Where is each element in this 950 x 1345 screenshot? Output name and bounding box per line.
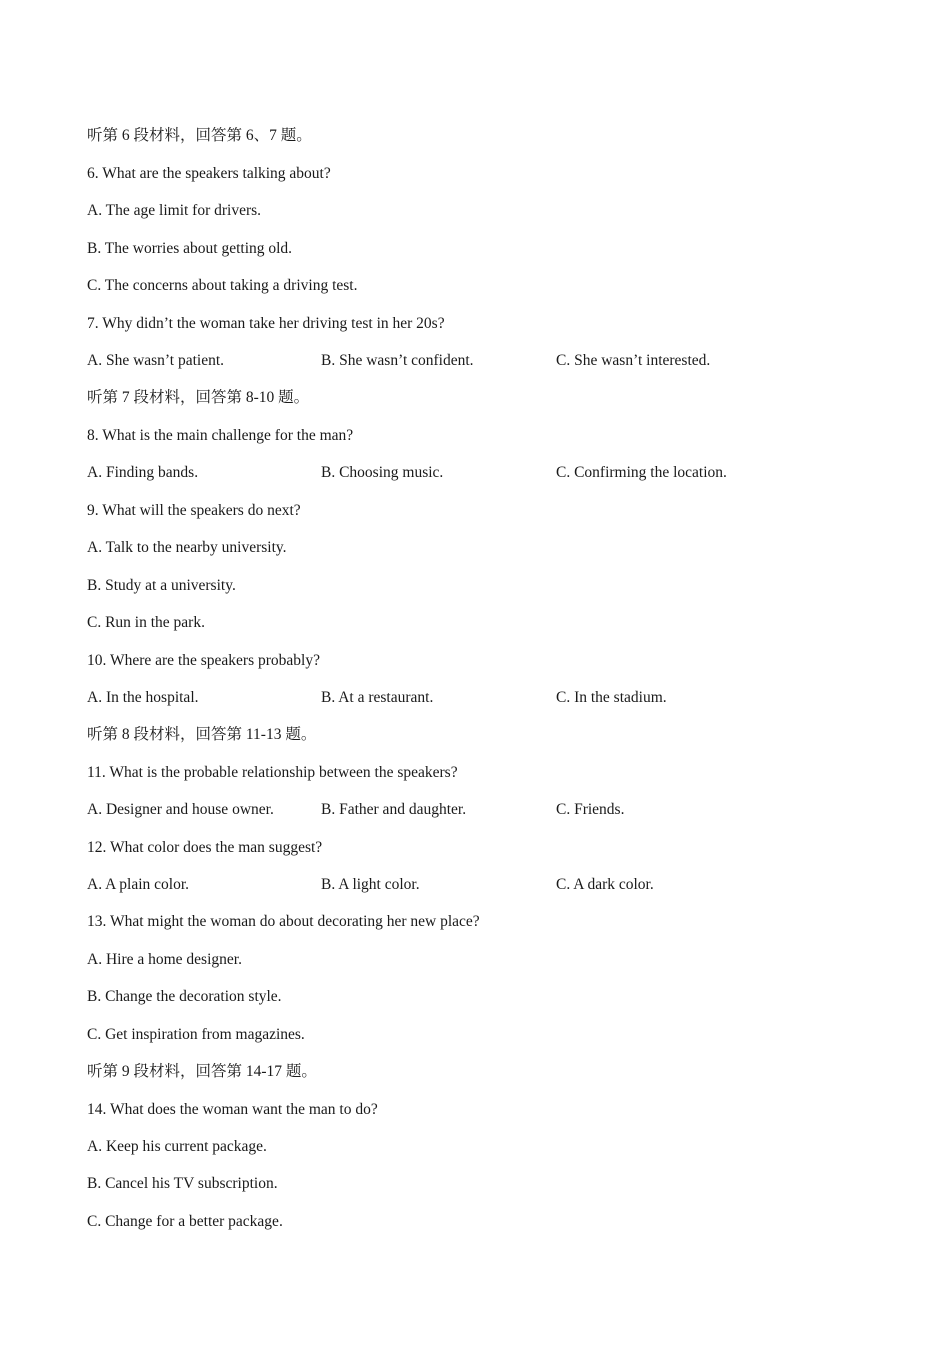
question-14: 14. What does the woman want the man to do? — [87, 1101, 378, 1118]
options-row-7 — [87, 351, 867, 371]
option-6c: C. The concerns about taking a driving test. — [87, 277, 358, 294]
option-9b: B. Study at a university. — [87, 577, 236, 594]
option-8a: A. Finding bands. — [87, 464, 199, 481]
question-12: 12. What color does the man suggest? — [87, 839, 323, 856]
question-6: 6. What are the speakers talking about? — [87, 165, 331, 182]
option-12b: B. A light color. — [321, 876, 420, 893]
option-13b: B. Change the decoration style. — [87, 988, 282, 1005]
section-heading-8: 听第 8 段材料，回答第 11-13 题。 — [87, 726, 317, 743]
option-7a: A. She wasn’t patient. — [87, 352, 225, 369]
option-8b: B. Choosing music. — [321, 464, 444, 481]
question-9: 9. What will the speakers do next? — [87, 502, 301, 519]
option-11b: B. Father and daughter. — [321, 801, 467, 818]
option-9a: A. Talk to the nearby university. — [87, 539, 287, 556]
option-10c: C. In the stadium. — [556, 689, 667, 706]
section-heading-9: 听第 9 段材料，回答第 14-17 题。 — [87, 1063, 317, 1080]
question-8: 8. What is the main challenge for the man? — [87, 427, 354, 444]
option-13a: A. Hire a home designer. — [87, 951, 242, 968]
section-heading-7: 听第 7 段材料，回答第 8-10 题。 — [87, 389, 310, 406]
question-10: 10. Where are the speakers probably? — [87, 652, 320, 669]
option-13c: C. Get inspiration from magazines. — [87, 1026, 305, 1043]
option-14c: C. Change for a better package. — [87, 1213, 283, 1230]
option-6a: A. The age limit for drivers. — [87, 202, 262, 219]
options-row-8 — [87, 463, 867, 483]
option-6b: B. The worries about getting old. — [87, 240, 293, 257]
options-row-11 — [87, 800, 867, 820]
question-11: 11. What is the probable relationship between the speakers? — [87, 764, 458, 781]
option-14a: A. Keep his current package. — [87, 1138, 267, 1155]
option-7c: C. She wasn’t interested. — [556, 352, 711, 369]
option-12c: C. A dark color. — [556, 876, 654, 893]
option-8c: C. Confirming the location. — [556, 464, 727, 481]
question-7: 7. Why didn’t the woman take her driving test in her 20s? — [87, 315, 445, 332]
options-row-10 — [87, 688, 867, 708]
question-13: 13. What might the woman do about decorating her new place? — [87, 913, 480, 930]
option-10a: A. In the hospital. — [87, 689, 199, 706]
option-12a: A. A plain color. — [87, 876, 190, 893]
option-11a: A. Designer and house owner. — [87, 801, 274, 818]
section-heading-6: 听第 6 段材料，回答第 6、7 题。 — [87, 127, 312, 144]
option-14b: B. Cancel his TV subscription. — [87, 1175, 278, 1192]
option-7b: B. She wasn’t confident. — [321, 352, 474, 369]
option-9c: C. Run in the park. — [87, 614, 205, 631]
options-row-12 — [87, 875, 867, 895]
option-11c: C. Friends. — [556, 801, 625, 818]
option-10b: B. At a restaurant. — [321, 689, 434, 706]
